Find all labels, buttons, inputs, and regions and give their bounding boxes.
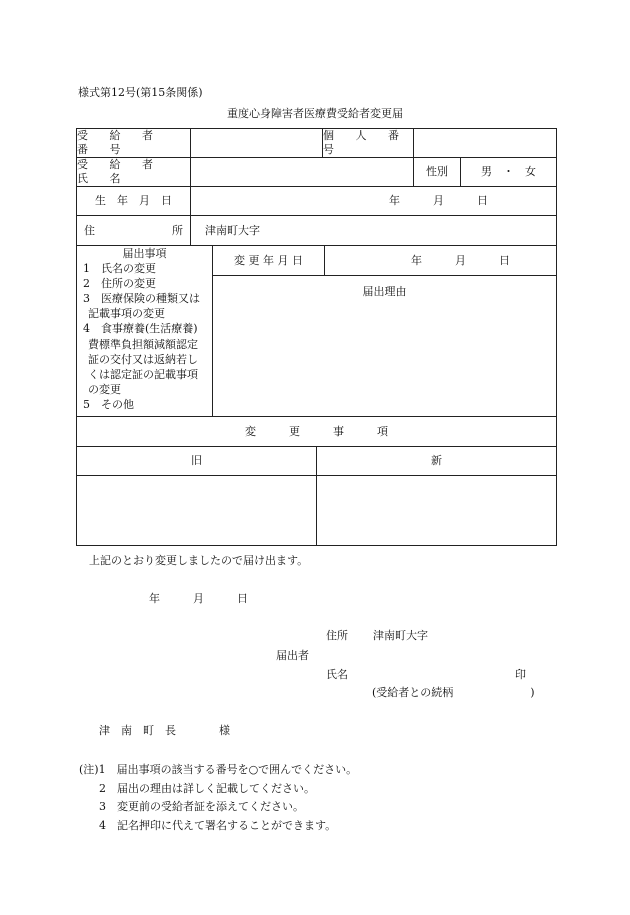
reason-label: 届出理由	[362, 285, 407, 298]
recipient-name-field[interactable]	[191, 158, 413, 186]
notice-item[interactable]: 4 食事療養(生活療養)	[83, 322, 198, 335]
change-date-label: 変 更 年 月 日	[234, 253, 303, 267]
note-line: 4 記名押印に代えて署名することができます。	[99, 819, 337, 832]
gender-options[interactable]: 男 ・ 女	[481, 165, 536, 178]
applicant-name-field[interactable]	[370, 668, 510, 682]
address-field[interactable]: 津南町大字	[205, 224, 260, 237]
recipient-number-field[interactable]	[191, 129, 322, 157]
note-line: 2 届出の理由は詳しく記載してください。	[99, 782, 315, 795]
new-label: 新	[431, 454, 442, 467]
address-label-right: 所	[172, 224, 183, 237]
old-value-field[interactable]	[78, 477, 315, 543]
applicant-label: 届出者	[276, 649, 309, 662]
addressee-name: 津 南 町 長	[99, 724, 176, 737]
notice-item: の変更	[88, 383, 121, 396]
changes-header: 変 更 事 項	[245, 424, 388, 438]
recipient-name-label: 受 給 者 氏 名	[77, 158, 162, 185]
notice-item: 記載事項の変更	[88, 307, 165, 320]
submission-date[interactable]: 年 月 日	[149, 592, 248, 605]
individual-number-field[interactable]	[414, 129, 556, 157]
notice-item: 費標準負担額減額認定	[88, 338, 198, 351]
notice-item[interactable]: 5 その他	[83, 398, 134, 411]
gender-label: 性別	[426, 165, 448, 178]
new-value-field[interactable]	[318, 477, 555, 543]
addressee-honorific: 様	[219, 724, 230, 737]
form-title: 重度心身障害者医療費受給者変更届	[227, 107, 403, 120]
applicant-address-field[interactable]: 津南町大字	[373, 629, 428, 642]
birthdate-field[interactable]: 年 月 日	[389, 194, 488, 207]
reason-field[interactable]	[214, 302, 554, 412]
individual-number-label: 個 人 番 号	[323, 129, 408, 156]
notice-item[interactable]: 3 医療保険の種類又は	[83, 292, 200, 305]
old-label: 旧	[191, 454, 202, 467]
notice-items-header: 届出事項	[122, 247, 167, 260]
notice-item: 証の交付又は返納若し	[88, 353, 198, 366]
address-label-left: 住	[84, 224, 95, 237]
change-date-field[interactable]: 年 月 日	[411, 253, 510, 267]
relation-note[interactable]: (受給者との続柄 )	[372, 686, 535, 699]
notice-item[interactable]: 2 住所の変更	[83, 277, 156, 290]
statement: 上記のとおり変更しましたので届け出ます。	[89, 554, 309, 567]
notice-item[interactable]: 1 氏名の変更	[83, 262, 156, 275]
seal-mark: 印	[515, 668, 526, 681]
applicant-name-label: 氏名	[326, 668, 348, 681]
applicant-address-label: 住所	[326, 629, 348, 642]
note-line: 3 変更前の受給者証を添えてください。	[99, 800, 304, 813]
notice-item: くは認定証の記載事項	[88, 368, 198, 381]
form-number: 様式第12号(第15条関係)	[78, 86, 203, 99]
note-line: (注)1 届出事項の該当する番号を○で囲んでください。	[79, 763, 358, 776]
recipient-number-label: 受 給 者 番 号	[77, 129, 162, 156]
birthdate-label: 生 年 月 日	[95, 194, 172, 207]
